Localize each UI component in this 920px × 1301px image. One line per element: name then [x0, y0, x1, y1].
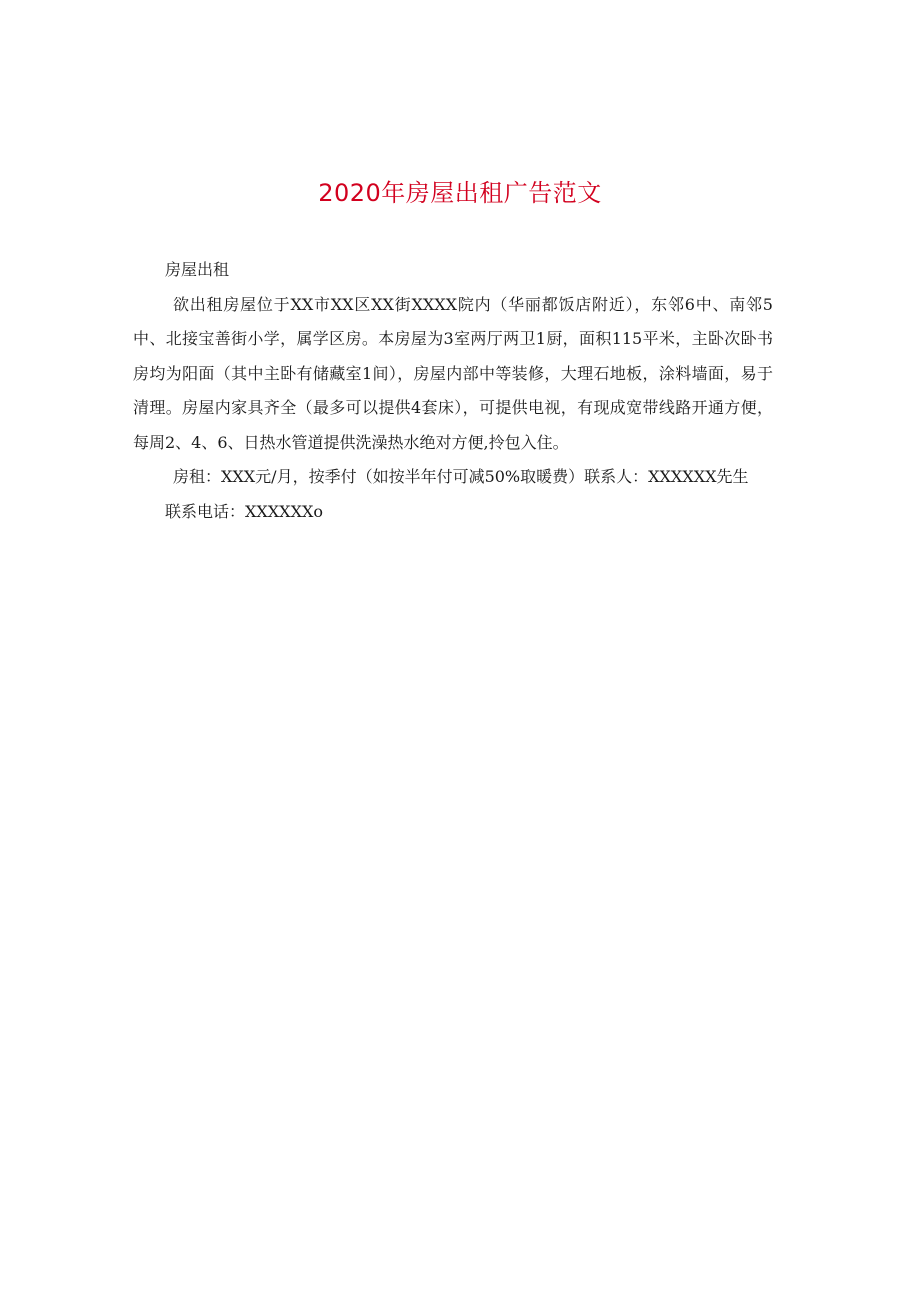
section-heading: 房屋出租 [165, 260, 230, 279]
document-body [133, 253, 773, 529]
rent-terms: 房租：XXX元/月，按季付（如按半年付可减50%取暖费）联系人：XXXXXX先生 [173, 467, 749, 486]
document-title: 2020年房屋出租广告范文 [318, 179, 602, 207]
property-description: 欲出租房屋位于XX市XX区XX街XXXX院内（华丽都饭店附近），东邻6中、南邻5中、北接宝善街小学，属学区房。本房屋为3室两厅两卫1厨，面积115平米，主卧次卧书房均为阳面（其中主卧有储藏室1间），房屋内部中等装修，大理石地板，涂料墙面，易于清理。房屋内家具齐全（最多可以提供4套床），可提供电视，有现成宽带线路开通方便，每周2、4、6、日热水管道提供洗澡热水绝对方便,拎包入住。 [133, 294, 773, 452]
contact-phone: 联系电话：XXXXXXo [165, 501, 323, 521]
